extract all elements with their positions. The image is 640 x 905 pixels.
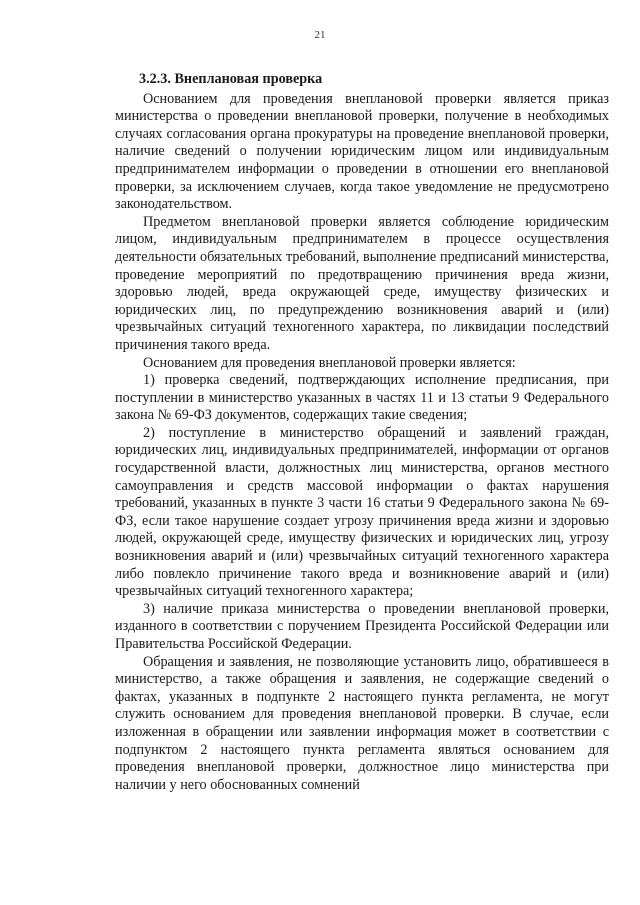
list-item-paragraph: 3) наличие приказа министерства о проведении внеплановой проверки, изданного в соответствии с поручением Президента Российской Федерации или Правительства Российской Федерации. [115, 600, 609, 652]
list-item-paragraph: 2) поступление в министерство обращений и заявлений граждан, юридических лиц, индивидуальных предпринимателей, информации от органов государственной власти, должностных лиц министерства, органов местного самоуправления и средств массовой информации о фактах нарушения требований, указанных в пункте 3 части 16 статьи 9 Федерального закона № 69-ФЗ, если такое нарушение создает угрозу причинения вреда жизни и здоровью людей, окружающей среде, имуществу физических и юридических лиц, угрозу возникновения аварий и (или) чрезвычайных ситуаций техногенного характера либо повлекло причинение такого вреда и возникновение аварий и (или) чрезвычайных ситуаций техногенного характера; [115, 424, 609, 600]
page-number: 21 [314, 29, 326, 41]
document-body [115, 71, 609, 794]
paragraph: Обращения и заявления, не позволяющие установить лицо, обратившееся в министерство, а также обращения и заявления, не содержащие сведений о фактах, указанных в подпункте 2 настоящего пункта регламента, не могут служить основанием для проведения внеплановой проверки. В случае, если изложенная в обращении или заявлении информация может в соответствии с подпунктом 2 настоящего пункта регламента являться основанием для проведения внеплановой проверки, должностное лицо министерства при наличии у него обоснованных сомнений [115, 653, 609, 793]
list-item-paragraph: 1) проверка сведений, подтверждающих исполнение предписания, при поступлении в министерство указанных в частях 11 и 13 статьи 9 Федерального закона № 69-ФЗ документов, содержащих такие сведения; [115, 372, 609, 424]
section-heading: 3.2.3. Внеплановая проверка [139, 71, 323, 87]
paragraph: Основанием для проведения внеплановой проверки является приказ министерства о проведении внеплановой проверки, получение в необходимых случаях согласования органа прокуратуры на проведение внеплановой проверки, наличие сведений о получении юридическим лицом или индивидуальным предпринимателем информации о проведении в отношении его внеплановой проверки, за исключением случаев, когда такое уведомление не предусмотрено законодательством. [115, 90, 609, 213]
paragraph: Предметом внеплановой проверки является соблюдение юридическим лицом, индивидуальным предпринимателем в процессе осуществления деятельности обязательных требований, выполнение предписаний министерства, проведение мероприятий по предотвращению причинения вреда жизни, здоровью людей, вреда окружающей среде, имуществу физических и юридических лиц, по предупреждению возникновения аварий и (или) чрезвычайных ситуаций техногенного характера, по ликвидации последствий причинения такого вреда. [115, 213, 609, 353]
paragraph: Основанием для проведения внеплановой проверки является: [143, 354, 516, 371]
